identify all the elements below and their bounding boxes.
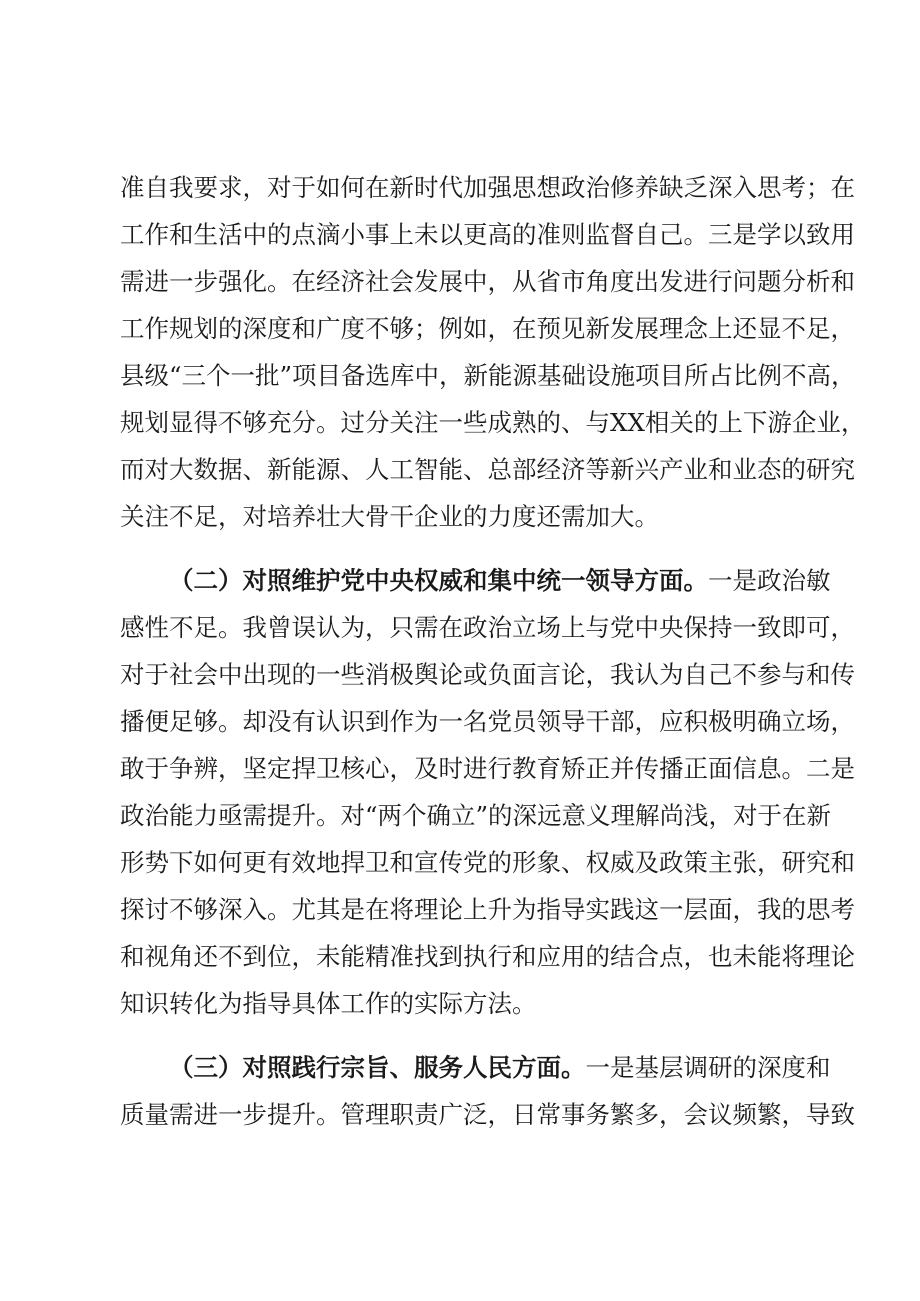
text-line: 规划显得不够充分。过分关注一些成熟的、与XX相关的上下游企业， (120, 408, 866, 437)
text-line: 关注不足，对培养壮大骨干企业的力度还需加大。 (120, 502, 659, 531)
paragraph-2 (120, 557, 855, 1027)
text-line: 县级“三个一批”项目备选库中，新能源基础设施项目所占比例不高， (120, 361, 856, 390)
text-line: 需进一步强化。在经济社会发展中，从省市角度出发进行问题分析和 (120, 267, 855, 296)
text-line: 探讨不够深入。尤其是在将理论上升为指导实践这一层面，我的思考 (120, 895, 855, 924)
text-line: 播便足够。却没有认识到作为一名党员领导干部，应积极明确立场， (120, 707, 855, 736)
paragraph-3 (120, 1044, 855, 1138)
text-line: 质量需进一步提升。管理职责广泛，日常事务繁多，会议频繁，导致 (120, 1100, 855, 1129)
text-line: 对于社会中出现的一些消极舆论或负面言论，我认为自己不参与和传 (120, 660, 855, 689)
paragraph-1 (120, 164, 866, 540)
text-line: 准自我要求，对于如何在新时代加强思想政治修养缺乏深入思考；在 (120, 173, 855, 202)
document-body (120, 164, 866, 1138)
paragraph-first-line (120, 557, 831, 604)
section-heading: （三）对照践行宗旨、服务人民方面。 (169, 1053, 586, 1082)
text-line: 敢于争辨，坚定捍卫核心，及时进行教育矫正并传播正面信息。二是 (120, 754, 855, 783)
section-heading: （二）对照维护党中央权威和集中统一领导方面。 (169, 566, 708, 595)
text-run: 一是基层调研的深度和 (585, 1053, 831, 1082)
text-run: 一是政治敏 (708, 566, 831, 595)
text-line: 知识转化为指导具体工作的实际方法。 (120, 989, 537, 1018)
text-line: 工作和生活中的点滴小事上未以更高的准则监督自己。三是学以致用 (120, 220, 855, 249)
text-line: 和视角还不到位，未能精准找到执行和应用的结合点，也未能将理论 (120, 942, 855, 971)
text-line: 感性不足。我曾误认为，只需在政治立场上与党中央保持一致即可， (120, 613, 855, 642)
text-line: 政治能力亟需提升。对“两个确立”的深远意义理解尚浅，对于在新 (120, 801, 832, 830)
text-line: 形势下如何更有效地捍卫和宣传党的形象、权威及政策主张，研究和 (120, 848, 855, 877)
text-line: 工作规划的深度和广度不够；例如，在预见新发展理念上还显不足， (120, 314, 855, 343)
paragraph-first-line (120, 1044, 831, 1091)
text-line: 而对大数据、新能源、人工智能、总部经济等新兴产业和业态的研究 (120, 455, 855, 484)
